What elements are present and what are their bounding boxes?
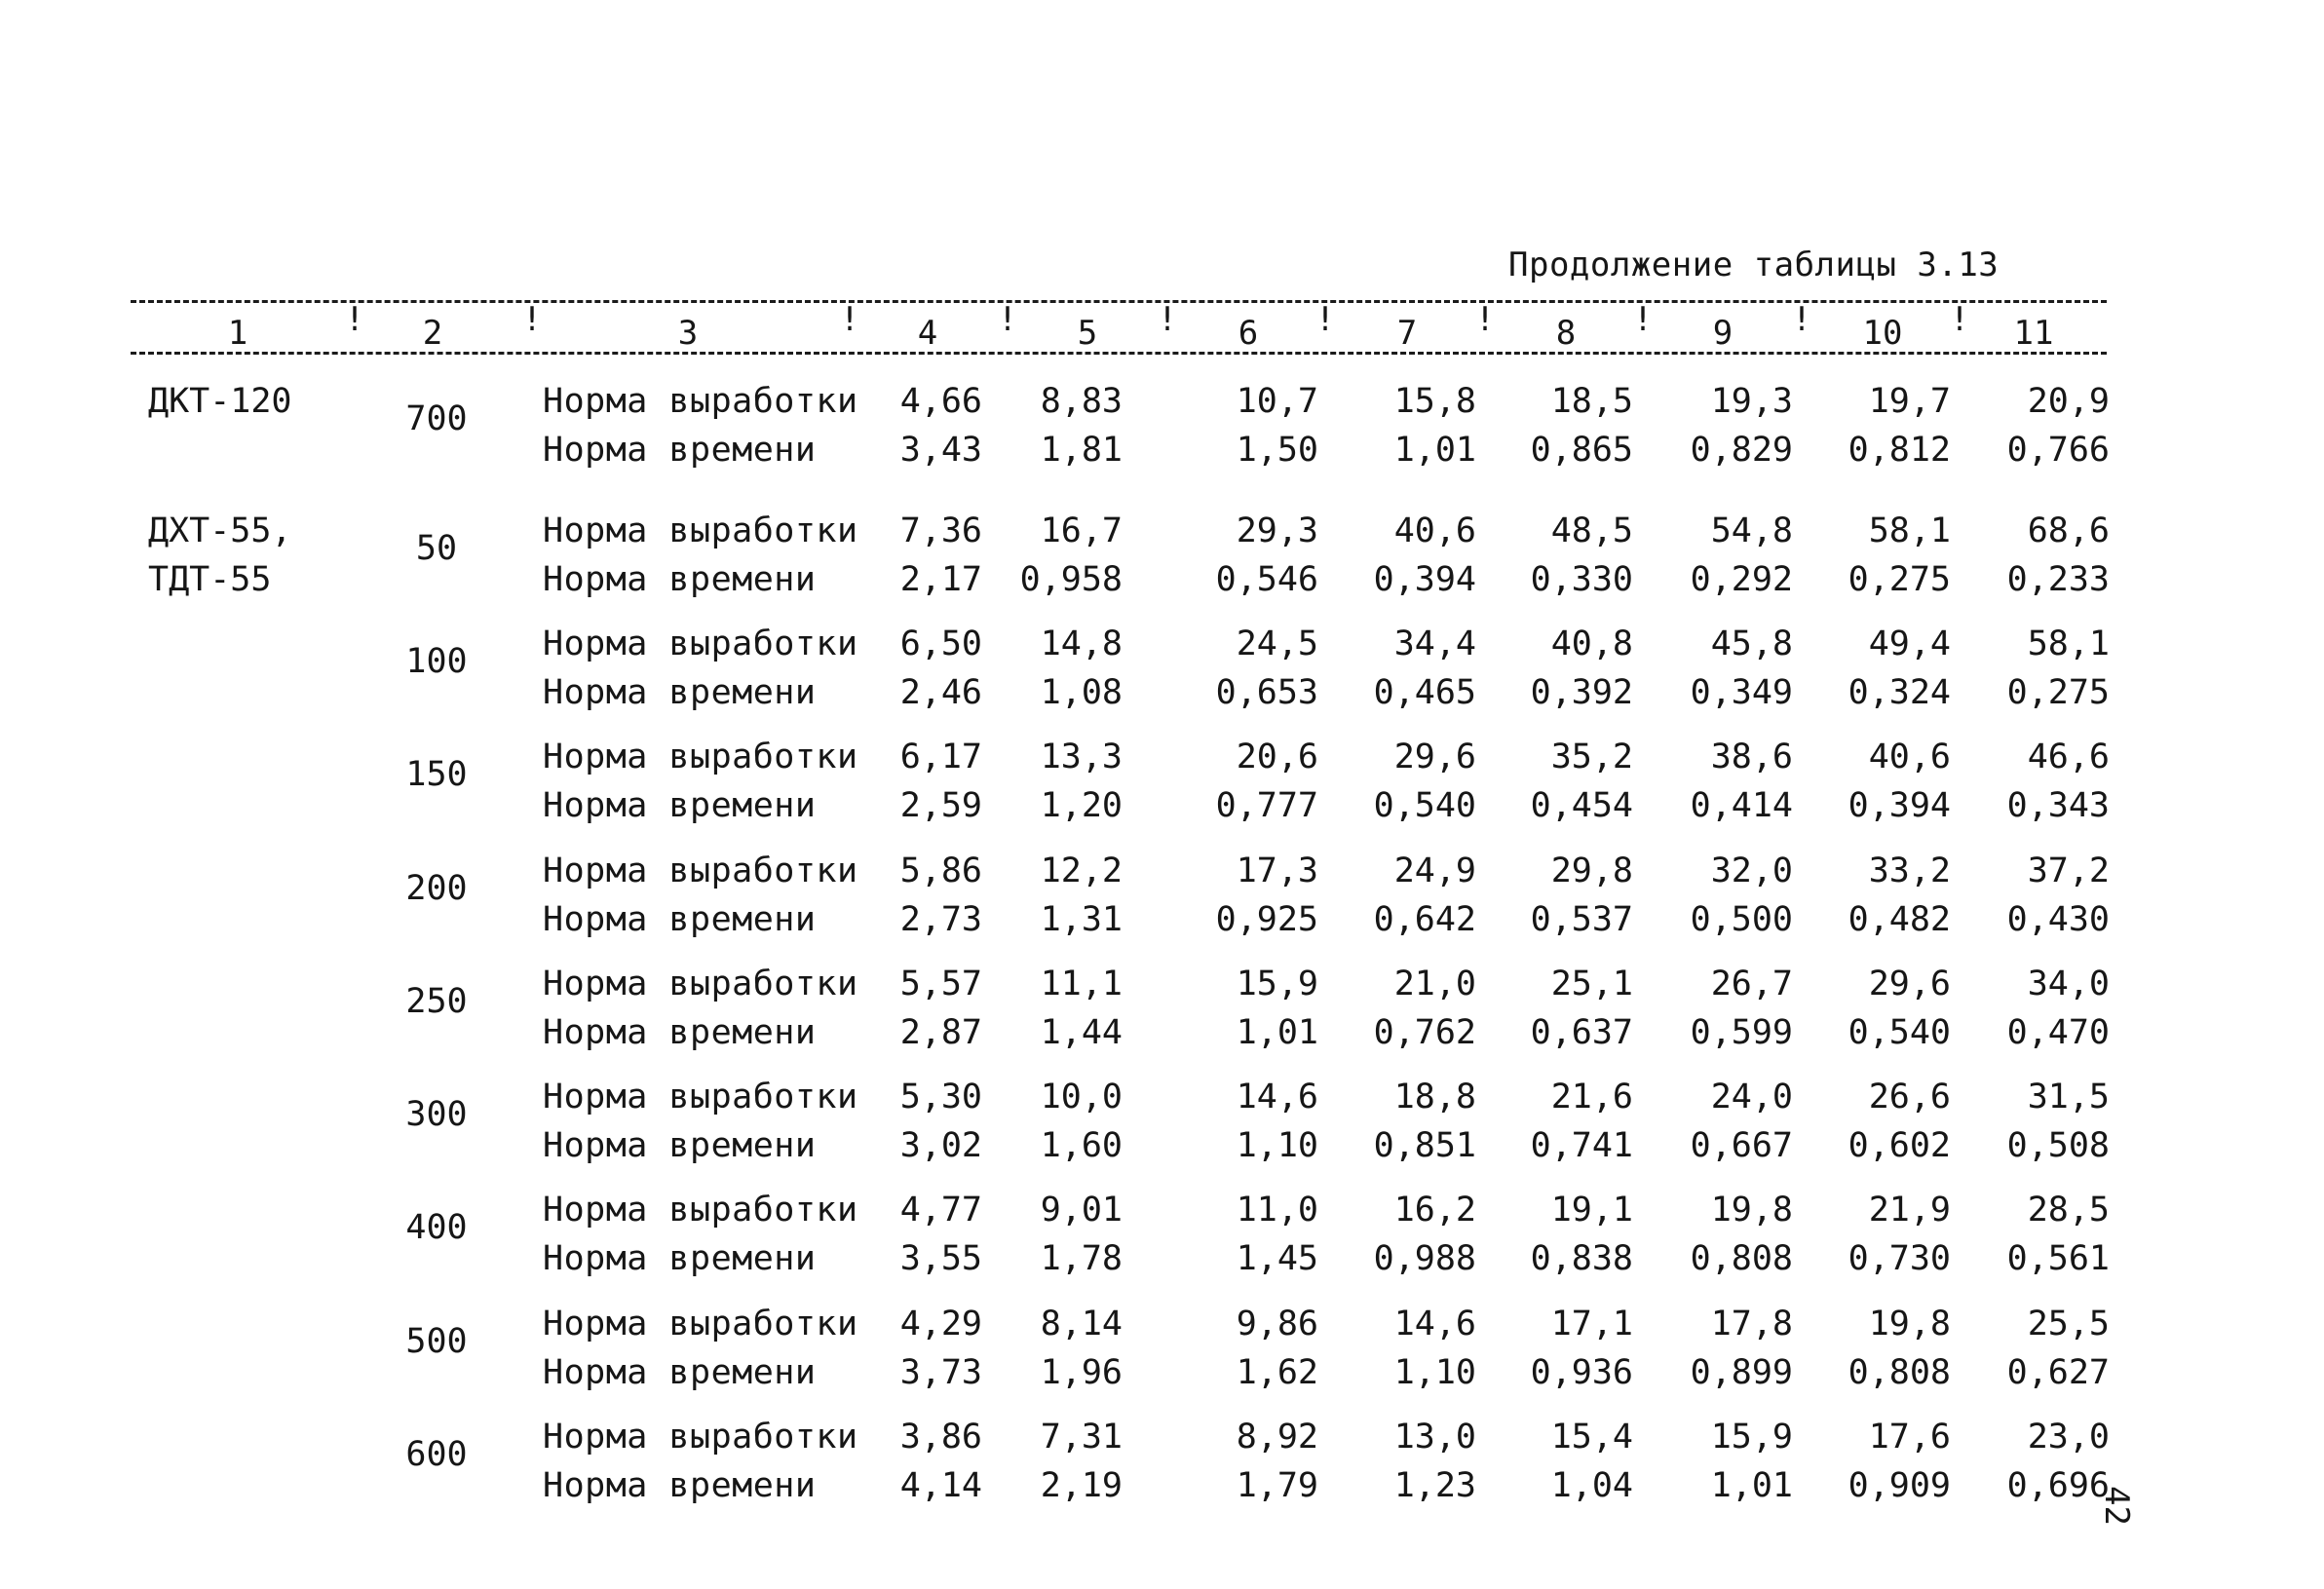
time-value: 0,394 (1848, 786, 1951, 825)
time-value: 0,812 (1848, 431, 1951, 470)
time-value: 0,602 (1848, 1126, 1951, 1165)
output-value: 31,5 (2027, 1078, 2110, 1116)
column-separator: ! (1157, 300, 1178, 339)
output-value: 34,0 (2027, 965, 2110, 1003)
time-norm-label: Норма времени (543, 560, 817, 599)
time-norm-label: Норма времени (543, 1126, 817, 1165)
time-norm-label: Норма времени (543, 900, 817, 939)
output-value: 17,1 (1550, 1305, 1633, 1343)
output-value: 19,8 (1868, 1305, 1951, 1343)
output-value: 46,6 (2027, 738, 2110, 776)
table-caption: Продолжение таблицы 3.13 (1508, 246, 2000, 284)
column-header-8: 8 (1555, 314, 1577, 353)
column-header-3: 3 (677, 314, 699, 353)
output-value: 29,3 (1236, 511, 1318, 550)
time-value: 0,546 (1215, 560, 1318, 599)
time-value: 0,561 (2006, 1239, 2110, 1278)
time-value: 1,01 (1393, 431, 1476, 470)
time-value: 0,696 (2006, 1466, 2110, 1505)
time-value: 0,851 (1373, 1126, 1476, 1165)
time-value: 0,730 (1848, 1239, 1951, 1278)
column-separator: ! (1632, 300, 1654, 339)
time-value: 1,50 (1236, 431, 1318, 470)
time-value: 2,73 (899, 900, 982, 939)
time-value: 1,10 (1236, 1126, 1318, 1165)
output-value: 3,86 (899, 1418, 982, 1457)
output-value: 7,36 (899, 511, 982, 550)
distance-value: 400 (405, 1208, 468, 1247)
time-norm-label: Норма времени (543, 1466, 817, 1505)
distance-value: 500 (405, 1322, 468, 1361)
time-value: 1,44 (1040, 1013, 1123, 1052)
output-value: 17,3 (1236, 851, 1318, 890)
column-separator: ! (1949, 300, 1970, 339)
time-value: 0,909 (1848, 1466, 1951, 1505)
machine-name: ДХТ-55, (148, 511, 292, 550)
output-value: 49,4 (1868, 624, 1951, 663)
output-norm-label: Норма выработки (543, 382, 858, 421)
time-value: 2,46 (899, 673, 982, 712)
time-norm-label: Норма времени (543, 1239, 817, 1278)
time-norm-label: Норма времени (543, 786, 817, 825)
time-value: 0,465 (1373, 673, 1476, 712)
time-value: 4,14 (899, 1466, 982, 1505)
time-value: 3,55 (899, 1239, 982, 1278)
output-value: 15,4 (1550, 1418, 1633, 1457)
time-value: 0,988 (1373, 1239, 1476, 1278)
time-value: 1,31 (1040, 900, 1123, 939)
output-value: 18,5 (1550, 382, 1633, 421)
output-value: 6,50 (899, 624, 982, 663)
column-header-6: 6 (1238, 314, 1259, 353)
output-value: 5,30 (899, 1078, 982, 1116)
output-value: 19,3 (1710, 382, 1793, 421)
time-value: 0,330 (1530, 560, 1633, 599)
output-value: 21,6 (1550, 1078, 1633, 1116)
output-value: 14,6 (1236, 1078, 1318, 1116)
time-value: 1,01 (1710, 1466, 1793, 1505)
output-value: 21,0 (1393, 965, 1476, 1003)
time-value: 0,454 (1530, 786, 1633, 825)
column-separator: ! (1474, 300, 1496, 339)
distance-value: 50 (415, 529, 458, 568)
time-value: 3,02 (899, 1126, 982, 1165)
time-value: 0,233 (2006, 560, 2110, 599)
output-norm-label: Норма выработки (543, 965, 858, 1003)
time-value: 0,292 (1690, 560, 1793, 599)
output-value: 19,7 (1868, 382, 1951, 421)
output-value: 38,6 (1710, 738, 1793, 776)
time-value: 0,741 (1530, 1126, 1633, 1165)
time-value: 1,10 (1393, 1353, 1476, 1392)
output-value: 24,5 (1236, 624, 1318, 663)
distance-value: 300 (405, 1095, 468, 1134)
time-value: 1,23 (1393, 1466, 1476, 1505)
column-header-9: 9 (1712, 314, 1733, 353)
time-value: 1,01 (1236, 1013, 1318, 1052)
column-separator: ! (521, 300, 543, 339)
output-value: 7,31 (1040, 1418, 1123, 1457)
time-value: 2,19 (1040, 1466, 1123, 1505)
output-value: 9,86 (1236, 1305, 1318, 1343)
output-norm-label: Норма выработки (543, 1191, 858, 1230)
column-header-10: 10 (1862, 314, 1903, 353)
column-separator: ! (1314, 300, 1336, 339)
output-norm-label: Норма выработки (543, 1078, 858, 1116)
output-norm-label: Норма выработки (543, 624, 858, 663)
output-value: 15,9 (1710, 1418, 1793, 1457)
time-value: 0,275 (1848, 560, 1951, 599)
time-value: 0,777 (1215, 786, 1318, 825)
time-value: 0,865 (1530, 431, 1633, 470)
output-value: 12,2 (1040, 851, 1123, 890)
time-value: 0,637 (1530, 1013, 1633, 1052)
output-value: 19,1 (1550, 1191, 1633, 1230)
output-value: 11,0 (1236, 1191, 1318, 1230)
column-separator: ! (344, 300, 365, 339)
time-value: 1,60 (1040, 1126, 1123, 1165)
distance-value: 150 (405, 755, 468, 794)
output-value: 14,6 (1393, 1305, 1476, 1343)
column-header-11: 11 (2013, 314, 2054, 353)
output-value: 17,8 (1710, 1305, 1793, 1343)
output-value: 8,14 (1040, 1305, 1123, 1343)
output-value: 29,6 (1868, 965, 1951, 1003)
time-value: 0,470 (2006, 1013, 2110, 1052)
output-value: 21,9 (1868, 1191, 1951, 1230)
output-value: 58,1 (2027, 624, 2110, 663)
time-value: 3,73 (899, 1353, 982, 1392)
output-value: 40,8 (1550, 624, 1633, 663)
output-value: 23,0 (2027, 1418, 2110, 1457)
output-value: 26,6 (1868, 1078, 1951, 1116)
time-value: 0,414 (1690, 786, 1793, 825)
output-value: 35,2 (1550, 738, 1633, 776)
output-value: 20,9 (2027, 382, 2110, 421)
output-value: 6,17 (899, 738, 982, 776)
output-value: 10,0 (1040, 1078, 1123, 1116)
output-value: 45,8 (1710, 624, 1793, 663)
output-value: 4,29 (899, 1305, 982, 1343)
output-value: 48,5 (1550, 511, 1633, 550)
time-value: 0,762 (1373, 1013, 1476, 1052)
time-norm-label: Норма времени (543, 1013, 817, 1052)
time-value: 0,653 (1215, 673, 1318, 712)
output-norm-label: Норма выработки (543, 738, 858, 776)
time-value: 0,936 (1530, 1353, 1633, 1392)
time-value: 0,838 (1530, 1239, 1633, 1278)
output-norm-label: Норма выработки (543, 1305, 858, 1343)
output-value: 15,9 (1236, 965, 1318, 1003)
distance-value: 700 (405, 399, 468, 438)
time-value: 0,508 (2006, 1126, 2110, 1165)
time-value: 1,96 (1040, 1353, 1123, 1392)
time-value: 1,20 (1040, 786, 1123, 825)
output-value: 26,7 (1710, 965, 1793, 1003)
time-value: 2,17 (899, 560, 982, 599)
output-value: 25,1 (1550, 965, 1633, 1003)
time-value: 0,324 (1848, 673, 1951, 712)
time-value: 0,394 (1373, 560, 1476, 599)
output-value: 18,8 (1393, 1078, 1476, 1116)
time-value: 0,500 (1690, 900, 1793, 939)
time-value: 1,45 (1236, 1239, 1318, 1278)
output-value: 68,6 (2027, 511, 2110, 550)
time-value: 2,87 (899, 1013, 982, 1052)
time-value: 0,540 (1373, 786, 1476, 825)
time-value: 0,667 (1690, 1126, 1793, 1165)
column-separator: ! (839, 300, 860, 339)
output-value: 25,5 (2027, 1305, 2110, 1343)
distance-value: 100 (405, 642, 468, 681)
output-value: 13,3 (1040, 738, 1123, 776)
output-value: 8,83 (1040, 382, 1123, 421)
output-value: 14,8 (1040, 624, 1123, 663)
column-header-4: 4 (917, 314, 938, 353)
time-value: 0,808 (1848, 1353, 1951, 1392)
time-value: 0,766 (2006, 431, 2110, 470)
machine-name: ДКТ-120 (148, 382, 292, 421)
time-value: 1,62 (1236, 1353, 1318, 1392)
time-value: 0,899 (1690, 1353, 1793, 1392)
output-value: 17,6 (1868, 1418, 1951, 1457)
time-value: 0,537 (1530, 900, 1633, 939)
time-value: 0,627 (2006, 1353, 2110, 1392)
distance-value: 200 (405, 869, 468, 908)
time-value: 0,958 (1019, 560, 1123, 599)
output-value: 29,8 (1550, 851, 1633, 890)
output-value: 8,92 (1236, 1418, 1318, 1457)
output-value: 40,6 (1868, 738, 1951, 776)
output-value: 10,7 (1236, 382, 1318, 421)
time-value: 1,04 (1550, 1466, 1633, 1505)
output-value: 29,6 (1393, 738, 1476, 776)
column-header-1: 1 (227, 314, 248, 353)
output-value: 40,6 (1393, 511, 1476, 550)
output-norm-label: Норма выработки (543, 851, 858, 890)
time-value: 0,642 (1373, 900, 1476, 939)
output-value: 24,0 (1710, 1078, 1793, 1116)
output-value: 33,2 (1868, 851, 1951, 890)
time-value: 0,392 (1530, 673, 1633, 712)
output-value: 24,9 (1393, 851, 1476, 890)
time-value: 0,482 (1848, 900, 1951, 939)
time-value: 0,540 (1848, 1013, 1951, 1052)
output-value: 34,4 (1393, 624, 1476, 663)
output-value: 16,7 (1040, 511, 1123, 550)
time-value: 0,275 (2006, 673, 2110, 712)
time-norm-label: Норма времени (543, 1353, 817, 1392)
time-norm-label: Норма времени (543, 673, 817, 712)
output-norm-label: Норма выработки (543, 511, 858, 550)
output-value: 13,0 (1393, 1418, 1476, 1457)
output-value: 20,6 (1236, 738, 1318, 776)
output-value: 11,1 (1040, 965, 1123, 1003)
output-value: 19,8 (1710, 1191, 1793, 1230)
time-value: 1,79 (1236, 1466, 1318, 1505)
time-value: 0,349 (1690, 673, 1793, 712)
time-norm-label: Норма времени (543, 431, 817, 470)
column-separator: ! (1791, 300, 1812, 339)
column-separator: ! (997, 300, 1018, 339)
output-norm-label: Норма выработки (543, 1418, 858, 1457)
time-value: 0,925 (1215, 900, 1318, 939)
time-value: 3,43 (899, 431, 982, 470)
time-value: 0,599 (1690, 1013, 1793, 1052)
output-value: 4,77 (899, 1191, 982, 1230)
output-value: 15,8 (1393, 382, 1476, 421)
output-value: 5,86 (899, 851, 982, 890)
output-value: 28,5 (2027, 1191, 2110, 1230)
time-value: 1,81 (1040, 431, 1123, 470)
column-header-2: 2 (422, 314, 443, 353)
time-value: 0,430 (2006, 900, 2110, 939)
time-value: 0,808 (1690, 1239, 1793, 1278)
column-header-7: 7 (1396, 314, 1418, 353)
distance-value: 250 (405, 982, 468, 1021)
output-value: 37,2 (2027, 851, 2110, 890)
time-value: 1,78 (1040, 1239, 1123, 1278)
time-value: 2,59 (899, 786, 982, 825)
output-value: 32,0 (1710, 851, 1793, 890)
output-value: 16,2 (1393, 1191, 1476, 1230)
time-value: 0,343 (2006, 786, 2110, 825)
machine-name: ТДТ-55 (148, 560, 272, 599)
time-value: 0,829 (1690, 431, 1793, 470)
output-value: 58,1 (1868, 511, 1951, 550)
output-value: 54,8 (1710, 511, 1793, 550)
time-value: 1,08 (1040, 673, 1123, 712)
page-number: 42 (2097, 1486, 2136, 1526)
column-header-5: 5 (1077, 314, 1098, 353)
output-value: 4,66 (899, 382, 982, 421)
output-value: 9,01 (1040, 1191, 1123, 1230)
distance-value: 600 (405, 1435, 468, 1474)
output-value: 5,57 (899, 965, 982, 1003)
